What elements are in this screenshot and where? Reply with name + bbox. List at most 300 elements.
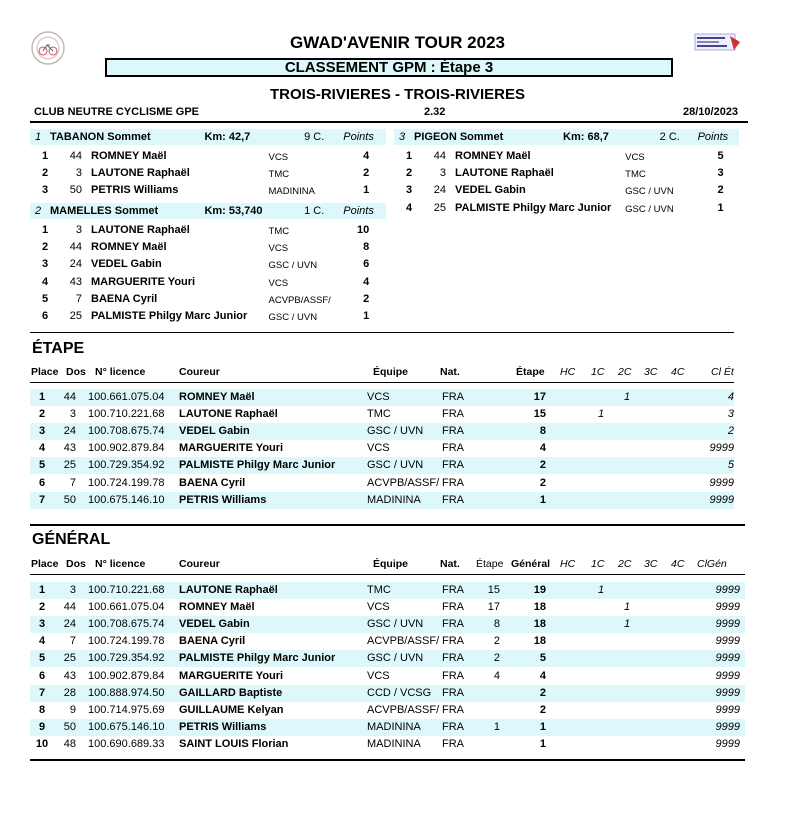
dos: 9: [69, 703, 76, 716]
team: TMC: [367, 408, 391, 421]
gpm-team: ACVPB/ASSF/: [268, 294, 331, 306]
gpm-dos: 24: [69, 258, 82, 271]
gpm-points: 2: [717, 184, 724, 197]
licence: 100.675.146.10: [88, 493, 165, 506]
rider-name: ROMNEY Maël: [179, 601, 255, 614]
licence: 100.710.221.68: [88, 584, 165, 596]
c1-value: 1: [598, 408, 605, 421]
gpm-dos: 7: [75, 292, 82, 305]
gpm-row: [394, 200, 739, 217]
gpm-row: [30, 182, 386, 199]
distance-value: 2.32: [424, 106, 446, 118]
place: 6: [38, 669, 46, 682]
col-dos: Dos: [66, 558, 86, 570]
general-points: 18: [533, 601, 546, 614]
nationality: FRA: [442, 720, 464, 733]
team: CCD / VCSG: [367, 686, 432, 699]
gpm-team: TMC: [268, 226, 290, 237]
rider-name: GAILLARD Baptiste: [179, 686, 283, 699]
place: 5: [38, 459, 46, 472]
gpm-category: 1 C.: [304, 205, 325, 217]
gpm-points: 5: [717, 150, 724, 162]
col-3c: 3C: [644, 366, 658, 378]
general-points: 1: [539, 737, 546, 750]
place: 10: [35, 737, 49, 750]
cl-value: 9999: [715, 652, 740, 665]
licence: 100.708.675.74: [88, 618, 165, 631]
gpm-number: 3: [399, 131, 406, 143]
gpm-points: 2: [363, 167, 370, 180]
rider-name: PALMISTE Philgy Marc Junior: [179, 652, 336, 665]
gpm-dos: 24: [433, 184, 446, 197]
cl-value: 2: [727, 425, 734, 438]
stage-points: 2: [539, 459, 546, 472]
gpm-points: 4: [363, 275, 370, 288]
place: 8: [38, 703, 46, 716]
classement-banner: CLASSEMENT GPM : Étape 3: [105, 58, 673, 77]
gpm-place: 5: [42, 292, 49, 305]
rider-name: LAUTONE Raphaël: [179, 408, 278, 421]
licence: 100.724.199.78: [88, 476, 165, 489]
gpm-category: 9 C.: [304, 131, 325, 143]
nationality: FRA: [442, 584, 464, 596]
general-points: 2: [539, 703, 546, 716]
col-3c: 3C: [644, 558, 658, 570]
stage-points: 2: [539, 476, 546, 489]
gpm-dos: 25: [433, 201, 446, 214]
stage-points: 1: [493, 720, 500, 733]
dos: 25: [63, 459, 76, 472]
dos: 25: [63, 652, 76, 665]
gpm-dos: 3: [439, 167, 446, 180]
cl-value: 9999: [709, 442, 734, 455]
table-row: [30, 599, 745, 616]
cl-value: 9999: [715, 720, 740, 733]
licence: 100.902.879.84: [88, 442, 165, 455]
gpm-dos: 44: [433, 150, 446, 162]
col-etape: Étape: [476, 558, 504, 570]
col-etape: Étape: [516, 366, 545, 378]
dos: 24: [63, 618, 76, 631]
table-row: [30, 582, 745, 599]
gpm-dos: 50: [69, 184, 82, 197]
gpm-team: VCS: [268, 277, 289, 289]
col-1c: 1C: [591, 366, 605, 378]
team: TMC: [367, 584, 391, 596]
gpm-row: [30, 308, 386, 325]
gpm-row: [30, 148, 386, 165]
gpm-rider-name: PALMISTE Philgy Marc Junior: [455, 201, 612, 214]
cl-value: 9999: [715, 635, 740, 648]
nationality: FRA: [442, 391, 464, 403]
team: VCS: [367, 391, 390, 403]
gpm-team: MADININA: [268, 186, 315, 198]
cl-value: 3: [727, 408, 734, 421]
etape-section-title: ÉTAPE: [32, 340, 85, 357]
cl-value: 9999: [715, 601, 740, 614]
gpm-rider-name: LAUTONE Raphaël: [91, 224, 190, 236]
dos: 28: [63, 686, 76, 699]
col-hc: HC: [560, 366, 576, 378]
dos: 50: [63, 720, 76, 733]
gpm-place: 1: [42, 224, 49, 236]
gpm-row: [30, 274, 386, 291]
licence: 100.724.199.78: [88, 635, 165, 648]
cl-value: 4: [727, 391, 734, 403]
gpm-row: [30, 256, 386, 273]
gpm-team: VCS: [625, 152, 645, 163]
rider-name: MARGUERITE Youri: [179, 669, 284, 682]
dos: 50: [63, 493, 76, 506]
col-cl-et: Cl Ét: [711, 366, 734, 378]
nationality: FRA: [442, 601, 464, 614]
stage-points: 2: [493, 652, 500, 665]
rider-name: PETRIS Williams: [179, 493, 267, 506]
nationality: FRA: [442, 442, 464, 455]
gpm-name: TABANON Sommet: [50, 131, 151, 143]
page-title: GWAD'AVENIR TOUR 2023: [289, 33, 505, 52]
c2-value: 1: [624, 618, 631, 631]
general-bottom-rule: [30, 759, 745, 761]
etape-header-rule: [30, 382, 734, 383]
gpm-km: Km: 68,7: [563, 131, 609, 143]
table-row: [30, 650, 745, 667]
dos: 48: [63, 737, 76, 750]
team: GSC / UVN: [367, 459, 424, 472]
gpm-place: 4: [406, 201, 413, 214]
table-row: [30, 633, 745, 650]
rider-name: LAUTONE Raphaël: [179, 584, 278, 596]
gpm-km: Km: 53,740: [204, 205, 263, 217]
gpm-header-2: [30, 203, 386, 219]
dos: 7: [69, 476, 76, 489]
col-place: Place: [31, 366, 59, 378]
rider-name: MARGUERITE Youri: [179, 442, 284, 455]
gpm-place: 3: [406, 184, 413, 197]
gpm-place: 1: [406, 150, 413, 162]
gpm-dos: 43: [69, 275, 82, 288]
route-title: TROIS-RIVIERES - TROIS-RIVIERES: [269, 86, 526, 103]
gpm-rider-name: ROMNEY Maël: [91, 150, 167, 162]
gpm-name: MAMELLES Sommet: [50, 205, 159, 217]
gpm-place: 3: [42, 258, 49, 271]
nationality: FRA: [442, 703, 464, 716]
team: ACVPB/ASSF/: [367, 476, 440, 489]
gpm-dos: 44: [69, 150, 82, 162]
place: 9: [38, 720, 46, 733]
dos: 44: [63, 601, 76, 614]
place: 3: [38, 618, 46, 631]
stage-points: 2: [493, 635, 500, 648]
col-place: Place: [31, 558, 59, 570]
general-points: 18: [533, 618, 546, 631]
cl-value: 9999: [715, 584, 740, 596]
col-dos: Dos: [66, 366, 86, 378]
team: VCS: [367, 669, 390, 682]
gpm-points-label: Points: [697, 131, 729, 143]
cl-value: 9999: [715, 669, 740, 682]
gpm-place: 3: [42, 184, 49, 197]
gpm-points: 3: [717, 167, 724, 180]
team: ACVPB/ASSF/: [367, 635, 440, 648]
gpm-place: 1: [42, 150, 49, 162]
team: GSC / UVN: [367, 652, 424, 665]
dos: 44: [63, 391, 76, 403]
place: 2: [38, 601, 46, 614]
col-2c: 2C: [618, 366, 632, 378]
gpm-team: VCS: [268, 152, 289, 163]
rider-name: SAINT LOUIS Florian: [179, 737, 289, 750]
gpm-header-1: [30, 129, 386, 145]
place: 7: [38, 493, 46, 506]
dos: 43: [63, 442, 76, 455]
gpm-row: [30, 239, 386, 256]
stage-points: 8: [539, 425, 546, 438]
gpm-rider-name: VEDEL Gabin: [455, 184, 526, 197]
team: MADININA: [367, 720, 421, 733]
place: 3: [38, 425, 46, 438]
stage-points: 17: [533, 391, 546, 403]
licence: 100.675.146.10: [88, 720, 165, 733]
table-row: [30, 389, 734, 406]
gpm-place: 4: [42, 275, 49, 288]
place: 6: [38, 476, 46, 489]
gpm-number: 2: [35, 205, 42, 217]
general-points: 2: [539, 686, 546, 699]
licence: 100.729.354.92: [88, 652, 165, 665]
gpm-team: GSC / UVN: [625, 186, 674, 198]
nationality: FRA: [442, 459, 464, 472]
rider-name: VEDEL Gabin: [179, 425, 250, 438]
place: 4: [38, 442, 46, 455]
gpm-name: PIGEON Sommet: [414, 131, 504, 143]
table-row: [30, 475, 734, 492]
gpm-dos: 3: [75, 224, 82, 236]
team: ACVPB/ASSF/: [367, 703, 440, 716]
gpm-row: [30, 222, 386, 239]
gpm-number: 1: [35, 131, 42, 143]
dos: 24: [63, 425, 76, 438]
c1-value: 1: [598, 584, 605, 596]
gpm-dos: 44: [69, 241, 82, 254]
general-points: 18: [533, 635, 546, 648]
table-row: [30, 685, 745, 702]
gpm-rider-name: ROMNEY Maël: [455, 150, 531, 162]
gpm-rider-name: MARGUERITE Youri: [91, 275, 196, 288]
race-date: 28/10/2023: [683, 106, 739, 118]
licence: 100.714.975.69: [88, 703, 165, 716]
gpm-points: 8: [363, 241, 370, 254]
dos: 43: [63, 669, 76, 682]
stage-points: 15: [487, 584, 500, 596]
stage-points: 1: [539, 493, 546, 506]
etape-bottom-rule: [30, 524, 745, 526]
gpm-rider-name: PETRIS Williams: [91, 184, 179, 197]
gpm-points: 4: [363, 150, 370, 162]
dos: 3: [69, 584, 76, 596]
dos: 7: [69, 635, 76, 648]
licence: 100.661.075.04: [88, 601, 165, 614]
col-nat: Nat.: [440, 558, 460, 570]
table-row: [30, 423, 734, 440]
nationality: FRA: [442, 737, 464, 750]
stage-points: 8: [493, 618, 500, 631]
gpm-row: [394, 165, 739, 182]
gpm-category: 2 C.: [659, 131, 680, 143]
gpm-team: VCS: [268, 243, 289, 255]
gpm-points-label: Points: [343, 131, 374, 143]
cl-value: 9999: [715, 737, 740, 750]
place: 5: [38, 652, 46, 665]
dos: 3: [69, 408, 76, 421]
table-row: [30, 736, 745, 753]
c2-value: 1: [624, 391, 631, 403]
team: GSC / UVN: [367, 618, 424, 631]
place: 4: [38, 635, 46, 648]
team: MADININA: [367, 737, 421, 750]
col-licence: N° licence: [95, 366, 146, 378]
general-points: 5: [539, 652, 546, 665]
rider-name: ROMNEY Maël: [179, 391, 255, 403]
team: VCS: [367, 601, 390, 614]
gpm-points-label: Points: [343, 205, 374, 217]
gpm-place: 2: [42, 167, 49, 180]
stage-points: 17: [487, 601, 500, 614]
cl-value: 9999: [715, 703, 740, 716]
gpm-header-3: [394, 129, 739, 145]
table-row: [30, 492, 734, 509]
table-row: [30, 719, 745, 736]
licence: 100.902.879.84: [88, 669, 165, 682]
club-name: CLUB NEUTRE CYCLISME GPE: [34, 106, 200, 118]
place: 2: [38, 408, 46, 421]
licence: 100.661.075.04: [88, 391, 165, 403]
c2-value: 1: [624, 601, 631, 614]
licence: 100.708.675.74: [88, 425, 165, 438]
team: GSC / UVN: [367, 425, 424, 438]
gpm-rider-name: PALMISTE Philgy Marc Junior: [91, 310, 248, 322]
stage-points: 4: [539, 442, 546, 455]
licence: 100.710.221.68: [88, 408, 165, 421]
cl-value: 9999: [709, 476, 734, 489]
col-equipe: Équipe: [373, 558, 409, 570]
place: 7: [38, 686, 46, 699]
cl-value: 9999: [709, 493, 734, 506]
table-row: [30, 440, 734, 457]
stage-points: 15: [533, 408, 546, 421]
gpm-points: 1: [717, 201, 724, 214]
gpm-place: 6: [42, 310, 49, 322]
gpm-team: GSC / UVN: [268, 260, 318, 272]
col-coureur: Coureur: [179, 366, 220, 378]
col-hc: HC: [560, 558, 576, 570]
gpm-dos: 25: [69, 310, 82, 322]
gpm-row: [30, 291, 386, 308]
general-section-title: GÉNÉRAL: [32, 531, 111, 548]
nationality: FRA: [442, 425, 464, 438]
general-points: 1: [539, 720, 546, 733]
rider-name: GUILLAUME Kelyan: [179, 703, 284, 716]
gpm-points: 10: [357, 224, 370, 236]
gpm-points: 1: [363, 184, 370, 197]
table-row: [30, 457, 734, 474]
table-row: [30, 668, 745, 685]
gpm-rider-name: VEDEL Gabin: [91, 258, 162, 271]
general-table-header: [0, 558, 795, 572]
general-points: 19: [533, 584, 546, 596]
gpm-rider-name: ROMNEY Maël: [91, 241, 167, 254]
gpm-points: 1: [363, 310, 370, 322]
col-4c: 4C: [671, 558, 685, 570]
licence: 100.690.689.33: [88, 737, 165, 750]
nationality: FRA: [442, 652, 464, 665]
table-row: [30, 616, 745, 633]
nationality: FRA: [442, 408, 464, 421]
col-licence: N° licence: [95, 558, 146, 570]
gpm-rider-name: LAUTONE Raphaël: [91, 167, 190, 180]
gpm-rider-name: BAENA Cyril: [91, 292, 158, 305]
licence: 100.888.974.50: [88, 686, 165, 699]
cl-value: 9999: [715, 686, 740, 699]
gpm-place: 2: [42, 241, 49, 254]
nationality: FRA: [442, 476, 464, 489]
gpm-km: Km: 42,7: [204, 131, 251, 143]
cl-value: 5: [727, 459, 734, 472]
col-coureur: Coureur: [179, 558, 220, 570]
col-4c: 4C: [671, 366, 685, 378]
gpm-row: [394, 148, 739, 165]
table-row: [30, 406, 734, 423]
nationality: FRA: [442, 669, 464, 682]
gpm-team: TMC: [625, 169, 646, 181]
col-general: Général: [511, 558, 551, 570]
col-cl-gen: ClGén: [697, 558, 727, 570]
gpm-team: GSC / UVN: [625, 203, 674, 215]
team: MADININA: [367, 493, 421, 506]
general-header-rule: [30, 574, 745, 575]
nationality: FRA: [442, 618, 464, 631]
table-row: [30, 702, 745, 719]
rider-name: PETRIS Williams: [179, 720, 267, 733]
nationality: FRA: [442, 493, 464, 506]
gpm-row: [394, 182, 739, 199]
gpm-row: [30, 165, 386, 182]
cl-value: 9999: [715, 618, 740, 631]
gpm-divider: [30, 332, 734, 333]
etape-table-header: [0, 366, 795, 380]
col-equipe: Équipe: [373, 366, 409, 378]
rider-name: BAENA Cyril: [179, 476, 246, 489]
rider-name: PALMISTE Philgy Marc Junior: [179, 459, 336, 472]
gpm-team: GSC / UVN: [268, 312, 318, 323]
col-1c: 1C: [591, 558, 605, 570]
rider-name: VEDEL Gabin: [179, 618, 250, 631]
place: 1: [38, 584, 46, 596]
general-points: 4: [539, 669, 546, 682]
header-divider: [30, 121, 748, 123]
gpm-points: 2: [363, 292, 370, 305]
place: 1: [38, 391, 46, 403]
col-nat: Nat.: [440, 366, 460, 378]
nationality: FRA: [442, 686, 464, 699]
gpm-rider-name: LAUTONE Raphaël: [455, 167, 554, 180]
nationality: FRA: [442, 635, 464, 648]
gpm-dos: 3: [75, 167, 82, 180]
licence: 100.729.354.92: [88, 459, 165, 472]
stage-points: 4: [493, 669, 500, 682]
team: VCS: [367, 442, 390, 455]
gpm-team: TMC: [268, 169, 290, 181]
